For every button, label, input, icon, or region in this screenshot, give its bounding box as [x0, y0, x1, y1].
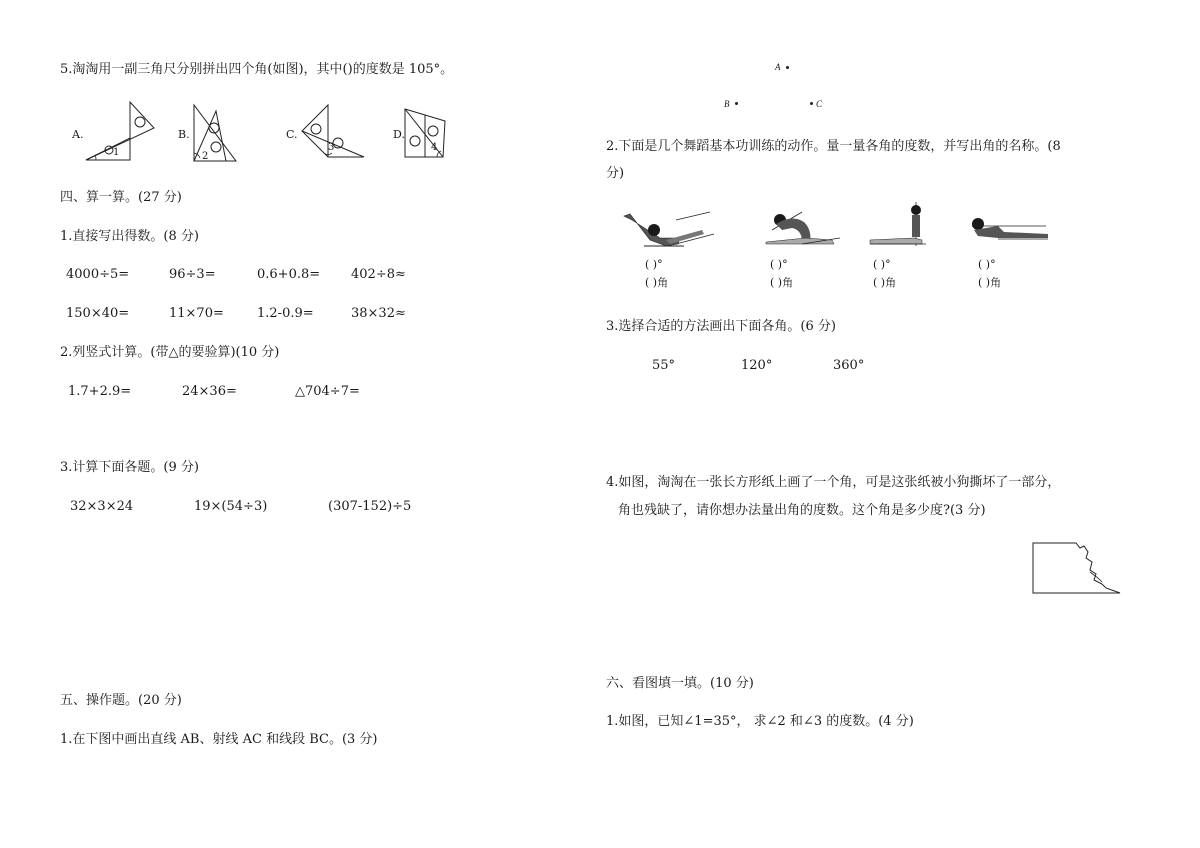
angle-number-4: 4: [431, 142, 438, 153]
section-4-q3-title: 3.计算下面各题。(9 分): [60, 460, 199, 475]
vertical-calc-item: △704÷7=: [295, 384, 360, 399]
point-b-label: B: [724, 99, 730, 109]
angle-number-3: 3: [328, 142, 335, 153]
angle-number-1: 1: [113, 147, 120, 158]
point-c-dot: [810, 102, 813, 105]
option-a-label: A.: [72, 128, 84, 141]
triangle-ruler-figure-d: [403, 107, 449, 159]
triangle-ruler-figure-b: [190, 103, 240, 163]
section-4-q1-title: 1.直接写出得数。(8 分): [60, 229, 199, 244]
angle-to-draw: 55°: [652, 358, 676, 373]
right-q2-line2: 分): [606, 166, 625, 181]
option-c-label: C.: [286, 128, 298, 141]
oral-calc-item: 4000÷5=: [66, 267, 130, 282]
option-d-label: D.: [393, 128, 405, 141]
triangle-ruler-figure-a: [84, 100, 164, 164]
vertical-calc-item: 24×36=: [182, 384, 237, 399]
dancer-pose-figure-1: [620, 210, 720, 252]
angle-degree-blank[interactable]: ( )°: [645, 258, 663, 271]
angle-degree-blank[interactable]: ( )°: [873, 258, 891, 271]
section-6-q1-text: 1.如图，已知∠1=35°， 求∠2 和∠3 的度数。(4 分): [606, 714, 914, 729]
section-5-q1-text: 1.在下图中画出直线 AB、射线 AC 和线段 BC。(3 分): [60, 732, 378, 747]
oral-calc-item: 38×32≈: [351, 306, 406, 321]
option-b-label: B.: [178, 128, 190, 141]
point-c-label: C: [816, 99, 823, 109]
oral-calc-item: 96÷3=: [169, 267, 216, 282]
torn-paper-figure: [1032, 542, 1124, 596]
angle-to-draw: 120°: [741, 358, 773, 373]
angle-name-blank[interactable]: ( )角: [978, 276, 1002, 289]
dancer-pose-figure-3: [866, 200, 936, 248]
calc-item: (307-152)÷5: [328, 499, 412, 514]
right-q4-line1: 4.如图，淘淘在一张长方形纸上画了一个角，可是这张纸被小狗撕坏了一部分，: [606, 475, 1061, 490]
angle-degree-blank[interactable]: ( )°: [770, 258, 788, 271]
right-q3-title: 3.选择合适的方法画出下面各角。(6 分): [606, 319, 836, 334]
dancer-pose-figure-4: [968, 212, 1050, 244]
section-5-title: 五、操作题。(20 分): [60, 693, 182, 708]
dancer-pose-figure-2: [762, 208, 842, 248]
point-a-dot: [786, 66, 789, 69]
calc-item: 32×3×24: [70, 499, 134, 514]
oral-calc-item: 1.2-0.9=: [257, 306, 314, 321]
section-6-title: 六、看图填一填。(10 分): [606, 676, 754, 691]
calc-item: 19×(54÷3): [194, 499, 268, 514]
oral-calc-item: 0.6+0.8=: [257, 267, 321, 282]
angle-name-blank[interactable]: ( )角: [770, 276, 794, 289]
angle-name-blank[interactable]: ( )角: [645, 276, 669, 289]
vertical-calc-item: 1.7+2.9=: [68, 384, 132, 399]
angle-number-2: 2: [202, 151, 209, 162]
angle-to-draw: 360°: [833, 358, 865, 373]
right-q4-line2: 角也残缺了，请你想办法量出角的度数。这个角是多少度?(3 分): [618, 503, 986, 518]
section-4-q2-title: 2.列竖式计算。(带△的要验算)(10 分): [60, 345, 280, 360]
point-a-label: A: [775, 62, 781, 72]
oral-calc-item: 150×40=: [66, 306, 130, 321]
oral-calc-item: 11×70=: [169, 306, 224, 321]
oral-calc-item: 402÷8≈: [351, 267, 406, 282]
section-4-title: 四、算一算。(27 分): [60, 190, 182, 205]
angle-name-blank[interactable]: ( )角: [873, 276, 897, 289]
question-5-text: 5.淘淘用一副三角尺分别拼出四个角(如图)，其中()的度数是 105°。: [60, 62, 454, 77]
point-b-dot: [735, 102, 738, 105]
angle-degree-blank[interactable]: ( )°: [978, 258, 996, 271]
right-q2-line1: 2.下面是几个舞蹈基本功训练的动作。量一量各角的度数，并写出角的名称。(8: [606, 139, 1061, 154]
